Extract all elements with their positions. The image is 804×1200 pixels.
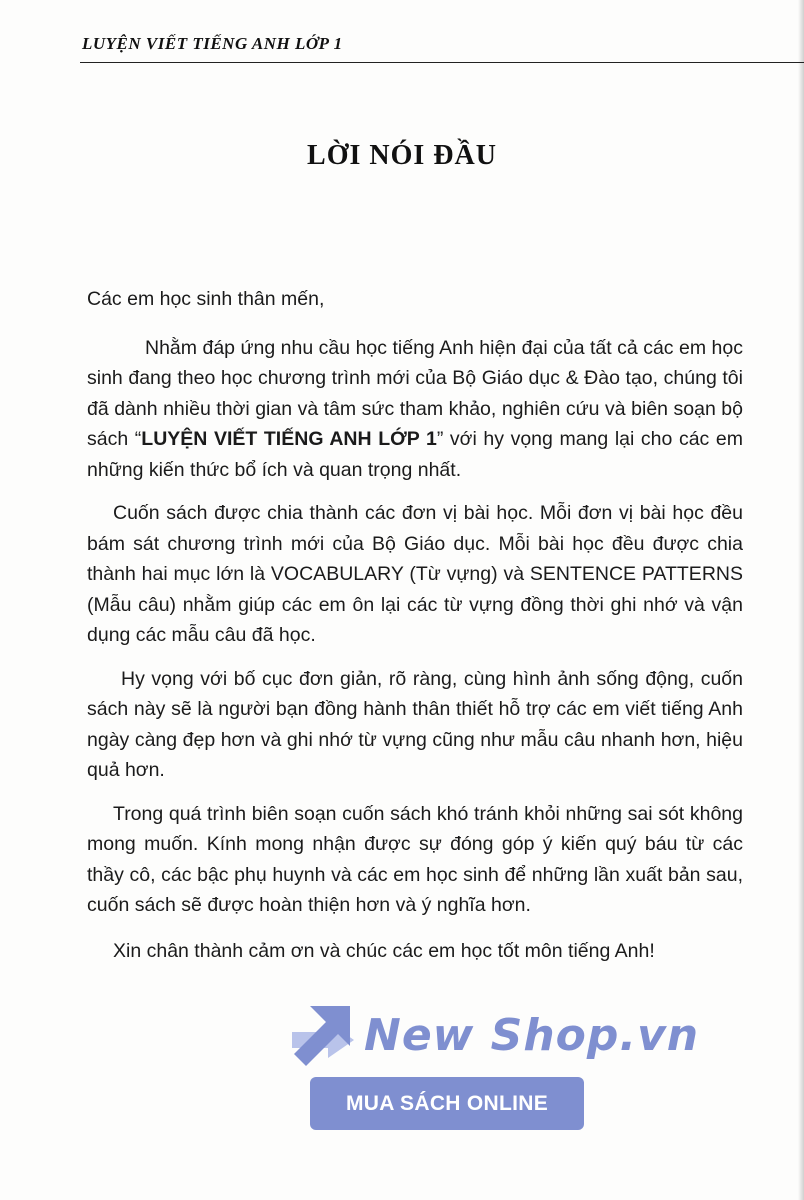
book-title: LUYỆN VIẾT TIẾNG ANH LỚP 1 <box>141 428 437 450</box>
newshop-logo[interactable] <box>288 1002 700 1072</box>
paragraph-feedback: Trong quá trình biên soạn cuốn sách khó tránh khỏi những sai sót không mong muốn. Kính mong nhận được sự đóng góp ý kiến quý báu từ các thầy cô, các bậc phụ huynh và các em học sinh để những lần xuất bản sau, cuốn sách sẽ được hoàn thiện hơn và ý nghĩa hơn. <box>87 802 743 916</box>
paragraph-intro <box>87 333 743 486</box>
buy-books-online-button[interactable]: MUA SÁCH ONLINE <box>310 1077 584 1130</box>
paragraph-intro-text-end: ” với hy vọng mang lại cho các em những kiến thức bổ ích và quan trọng nhất. <box>87 428 743 481</box>
paragraph-structure: Cuốn sách được chia thành các đơn vị bài học. Mỗi đơn vị bài học đều bám sát chương trình mới của Bộ Giáo dục. Mỗi bài học đều được chia thành hai mục lớn là VOCABULARY (Từ vựng) và SENTENCE PATTERNS (Mẫu câu) nhằm giúp các em ôn lại các từ vựng đồng thời ghi nhớ và vận dụng các mẫu câu đã học. <box>87 502 743 646</box>
body-text <box>87 284 743 966</box>
greeting: Các em học sinh thân mến, <box>87 288 325 310</box>
paragraph-hope: Hy vọng với bố cục đơn giản, rõ ràng, cùng hình ảnh sống động, cuốn sách này sẽ là người bạn đồng hành thân thiết hỗ trợ các em viết tiếng Anh ngày càng đẹp hơn và ghi nhớ từ vựng cũng như mẫu câu nhanh hơn, hiệu quả hơn. <box>87 667 743 781</box>
running-header: LUYỆN VIẾT TIẾNG ANH LỚP 1 <box>82 34 343 53</box>
page-title: LỜI NÓI ĐẦU <box>307 140 497 171</box>
arrow-logo-icon <box>288 1002 358 1072</box>
closing-line: Xin chân thành cảm ơn và chúc các em học tốt môn tiếng Anh! <box>113 939 655 962</box>
header-rule <box>80 62 804 63</box>
paragraph-intro-text: Nhằm đáp ứng nhu cầu học tiếng Anh hiện đại của tất cả các em học sinh đang theo học chương trình mới của Bộ Giáo dục & Đào tạo, chúng tôi đã dành nhiều thời gian và tâm sức tham khảo, nghiên cứu và biên soạn bộ sách “ <box>87 336 743 450</box>
page-edge-shadow <box>798 0 804 1200</box>
logo-text: New Shop.vn <box>364 1010 700 1061</box>
